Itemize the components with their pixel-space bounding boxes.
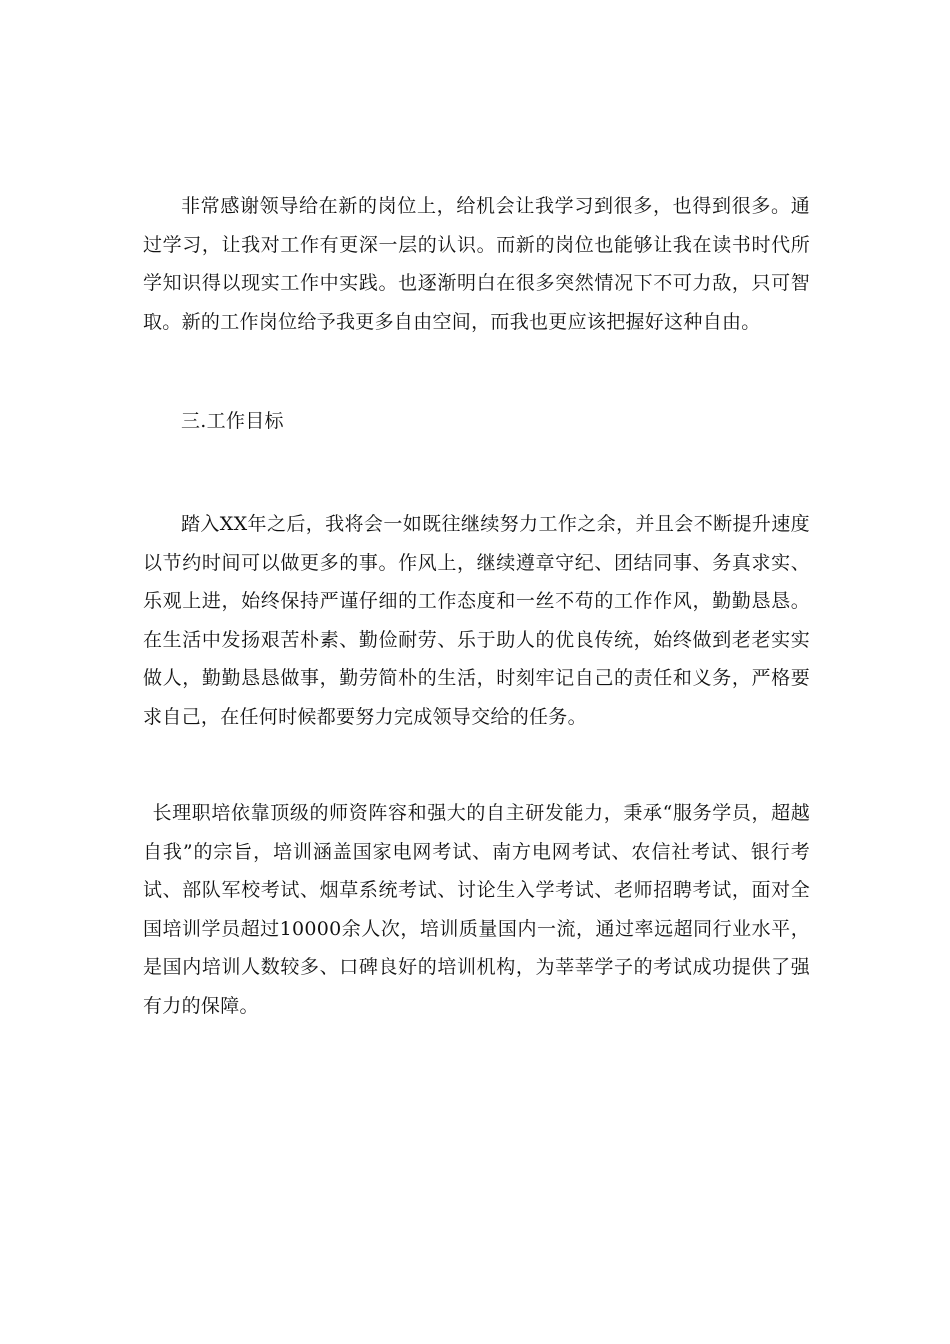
section-heading-work-goals: 三.工作目标 — [181, 410, 284, 432]
paragraph-training-institution: 长理职培依靠顶级的师资阵容和强大的自主研发能力，秉承“服务学员，超越自我”的宗旨，培训涵盖国家电网考试、南方电网考试、农信社考试、银行考试、部队军校考试、烟草系统考试、讨论生入学考试、老师招聘考试，面对全国培训学员超过10000余人次，培训质量国内一流，通过率远超同行业水平，是国内培训人数较多、口碑良好的培训机构，为莘莘学子的考试成功提供了强有力的保障。 — [143, 802, 810, 1017]
paragraph-gratitude: 非常感谢领导给在新的岗位上，给机会让我学习到很多，也得到很多。通过学习，让我对工作有更深一层的认识。而新的岗位也能够让我在读书时代所学知识得以现实工作中实践。也逐渐明白在很多突然情况下不可力敌，只可智取。新的工作岗位给予我更多自由空间，而我也更应该把握好这种自由。 — [143, 195, 810, 333]
paragraph-work-goals: 踏入XX年之后，我将会一如既往继续努力工作之余，并且会不断提升速度以节约时间可以做更多的事。作风上，继续遵章守纪、团结同事、务真求实、乐观上进，始终保持严谨仔细的工作态度和一丝不苟的工作作风，勤勤恳恳。在生活中发扬艰苦朴素、勤俭耐劳、乐于助人的优良传统，始终做到老老实实做人，勤勤恳恳做事，勤劳简朴的生活，时刻牢记自己的责任和义务，严格要求自己，在任何时候都要努力完成领导交给的任务。 — [143, 513, 810, 728]
